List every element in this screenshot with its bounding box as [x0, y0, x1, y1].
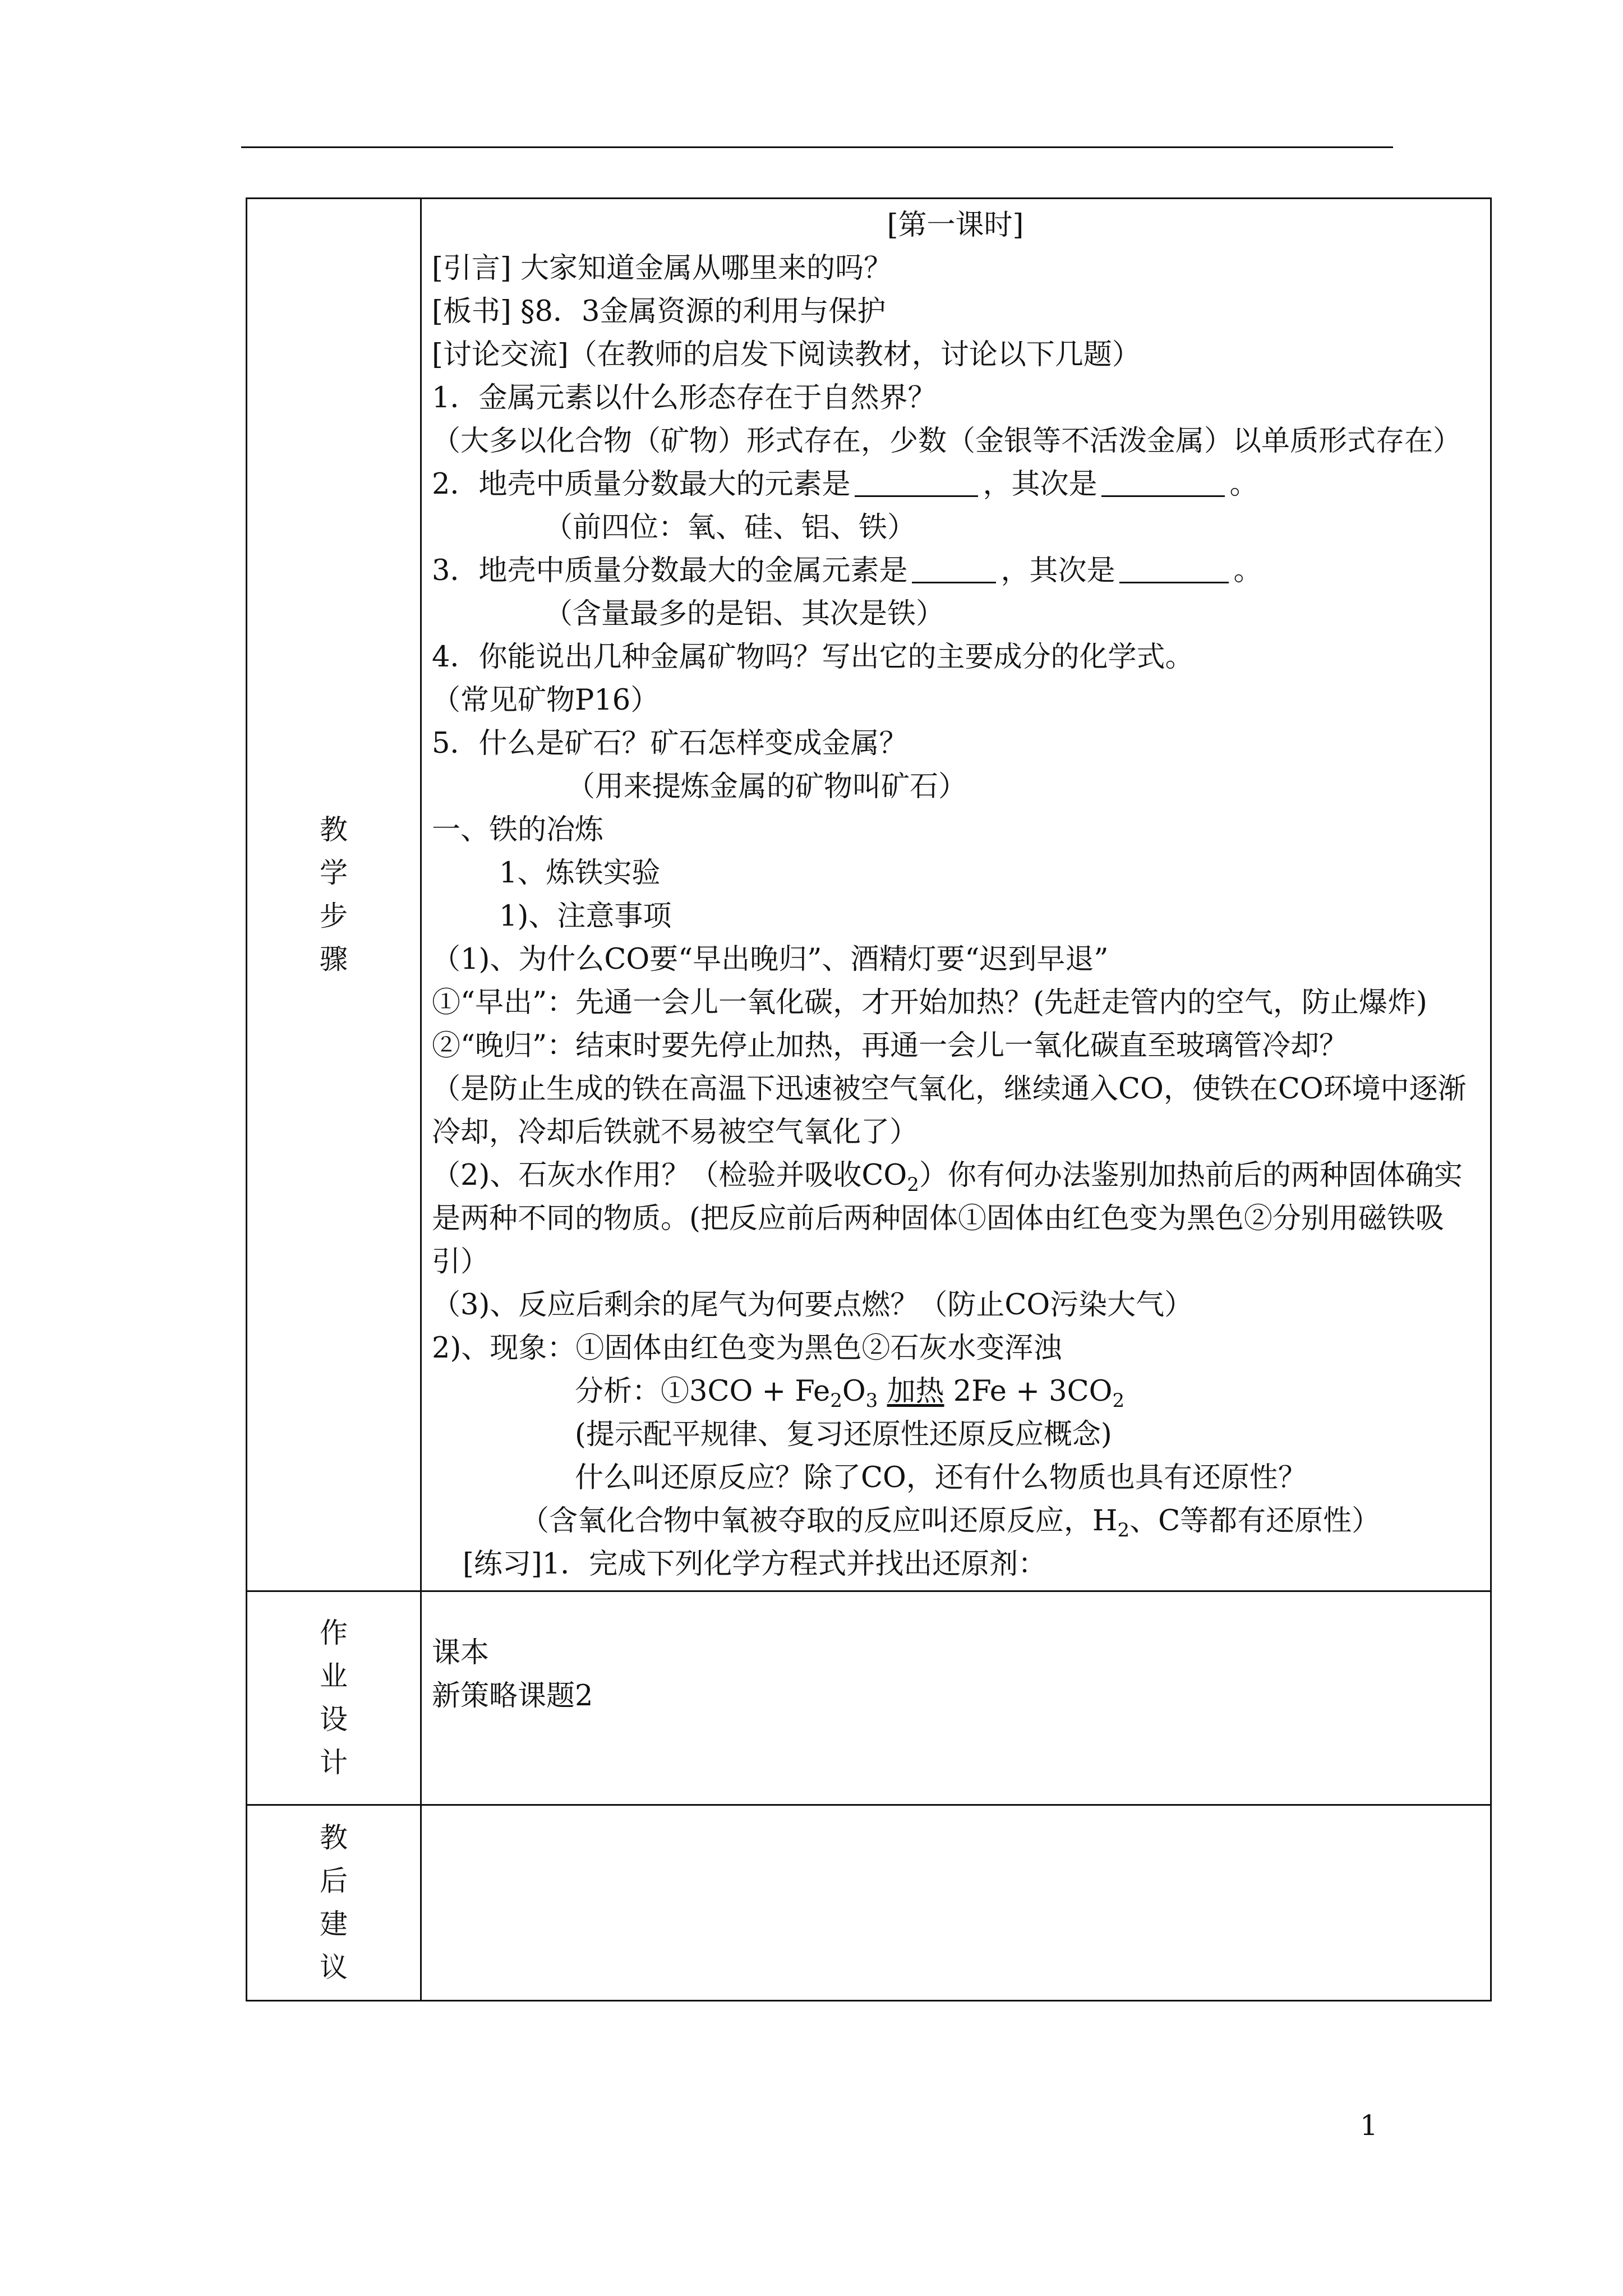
teaching-steps-row	[247, 199, 1491, 1591]
question-5: 5．什么是矿石？矿石怎样变成金属？	[432, 727, 908, 760]
page-number: 1	[1360, 2109, 1378, 2142]
note-1-c: （是防止生成的铁在高温下迅速被空气氧化，继续通入CO，使铁在CO环境中逐渐	[432, 1073, 1467, 1106]
note-1-c-cont: 冷却，冷却后铁就不易被空气氧化了）	[432, 1116, 919, 1149]
note-3: （3)、反应后剩余的尾气为何要点燃？（防止CO污染大气）	[432, 1289, 1193, 1322]
homework-line-2: 新策略课题2	[432, 1680, 593, 1713]
note-2-cont: 是两种不同的物质。(把反应前后两种固体①固体由红色变为黑色②分别用磁铁吸	[432, 1202, 1444, 1235]
reduction-answer: （含氧化合物中氧被夺取的反应叫还原反应，$H_2$、C等都有还原性）	[520, 1504, 1381, 1542]
homework-content	[421, 1591, 1491, 1805]
session-heading: [第一课时]	[887, 209, 1024, 242]
note-1-b: ②“晚归”：结束时要先停止加热，再通一会儿一氧化碳直至玻璃管冷却？	[432, 1029, 1348, 1062]
fill-blank	[912, 554, 996, 583]
homework-row	[247, 1591, 1491, 1805]
note-1: （1)、为什么CO要“早出晚归”、酒精灯要“迟到早退”	[432, 943, 1109, 976]
note-1-a: ①“早出”：先通一会儿一氧化碳，才开始加热？(先赶走管内的空气，防止爆炸)	[432, 986, 1427, 1019]
answer-4: （常见矿物P16）	[432, 684, 660, 717]
teaching-steps-content	[421, 199, 1491, 1591]
section-iron-smelting: 一、铁的冶炼	[432, 813, 604, 846]
reduction-question: 什么叫还原反应？除了CO，还有什么物质也具有还原性？	[575, 1461, 1307, 1494]
teaching-steps-label: 教 学 步 骤	[247, 199, 421, 1591]
phenomenon-line: 2)、现象：①固体由红色变为黑色②石灰水变浑浊	[432, 1332, 1062, 1365]
question-4: 4．你能说出几种金属矿物吗？写出它的主要成分的化学式。	[432, 641, 1194, 674]
homework-line-1: 课本	[432, 1636, 490, 1669]
subsection-notes: 1)、注意事项	[499, 900, 672, 933]
post-lesson-review-row	[247, 1805, 1491, 2001]
fill-blank	[1101, 467, 1225, 497]
post-lesson-review-label: 教 后 建 议	[247, 1805, 421, 2001]
reaction-condition: 加热	[887, 1375, 944, 1408]
homework-label: 作 业 设 计	[247, 1591, 421, 1805]
question-1: 1．金属元素以什么形态存在于自然界？	[432, 381, 937, 415]
answer-5: （用来提炼金属的矿物叫矿石）	[566, 770, 967, 803]
intro-line: [引言] 大家知道金属从哪里来的吗？	[432, 252, 893, 285]
fill-blank	[1119, 554, 1229, 583]
answer-2: （前四位：氧、硅、铝、铁）	[544, 511, 916, 544]
note-2: （2)、石灰水作用？（检验并吸收$CO_2$）你有何办法鉴别加热前后的两种固体确实	[432, 1159, 1463, 1197]
lesson-plan-table	[246, 197, 1492, 2001]
question-3: 3．地壳中质量分数最大的金属元素是 ，其次是 。	[432, 554, 1262, 587]
header-rule	[241, 146, 1393, 148]
subsection-experiment: 1、炼铁实验	[499, 857, 661, 890]
note-2-end: 引）	[432, 1245, 490, 1278]
practice-line: [练习]1．完成下列化学方程式并找出还原剂：	[463, 1548, 1047, 1581]
answer-1: （大多以化合物（矿物）形式存在，少数（金银等不活泼金属）以单质形式存在）	[432, 425, 1462, 458]
question-2: 2．地壳中质量分数最大的元素是 ，其次是 。	[432, 468, 1258, 501]
post-lesson-review-content	[421, 1805, 1491, 2001]
reaction-equation: 分析：①3CO + $Fe_2O_3$ 加热 $2Fe + 3CO_2$	[575, 1375, 1125, 1412]
answer-3: （含量最多的是铝、其次是铁）	[544, 597, 945, 631]
board-line: [板书] §8．3金属资源的利用与保护	[432, 295, 886, 328]
hint-line: (提示配平规律、复习还原性还原反应概念)	[575, 1418, 1112, 1451]
fill-blank	[855, 467, 978, 497]
discussion-line: [讨论交流]（在教师的启发下阅读教材，讨论以下几题）	[432, 338, 1141, 371]
